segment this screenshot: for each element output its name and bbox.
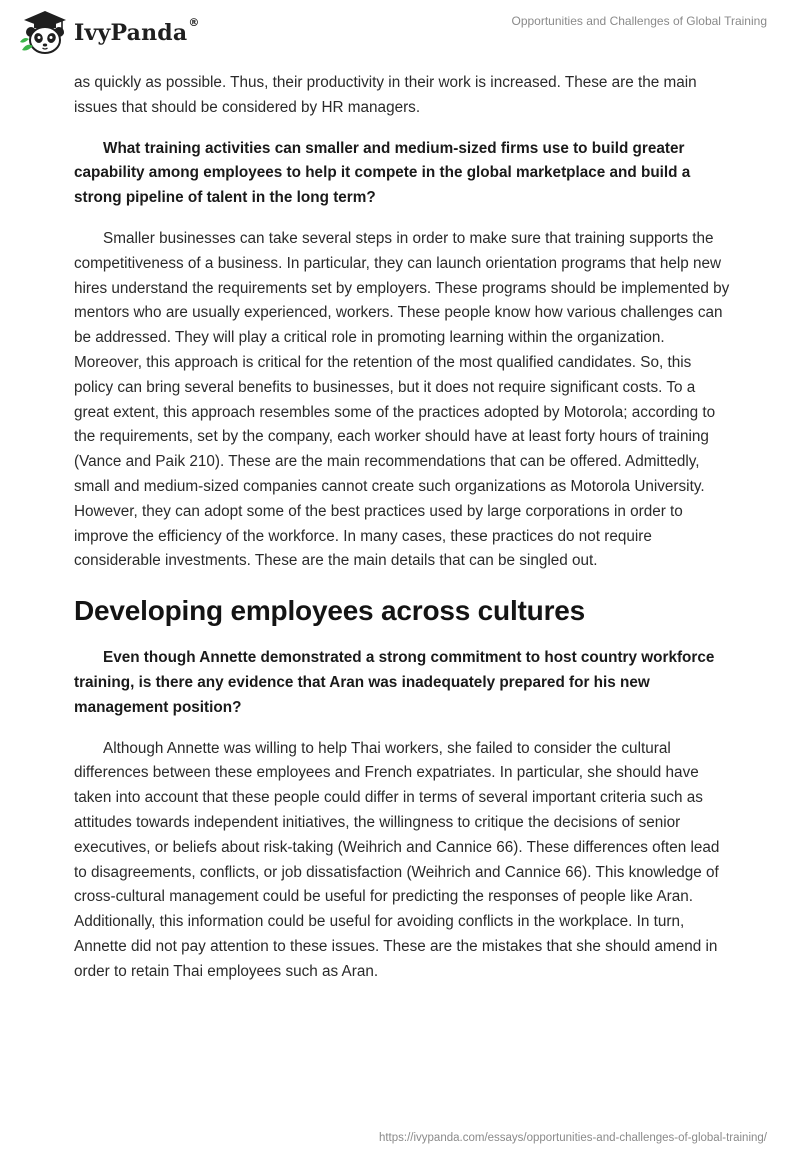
brand-text: IvyPanda bbox=[74, 20, 188, 46]
spacer bbox=[74, 121, 734, 137]
spacer bbox=[74, 629, 734, 646]
question-aran-preparation: Even though Annette demonstrated a strong commitment to host country workforce training, is there any evidence that Aran was inadequately prepared for his new management position? bbox=[74, 649, 715, 716]
registered-mark: ® bbox=[188, 16, 200, 29]
source-url[interactable]: https://ivypanda.com/essays/opportunities-and-challenges-of-global-training/ bbox=[378, 1132, 767, 1144]
spacer bbox=[74, 211, 734, 227]
essay-content bbox=[74, 71, 734, 985]
ivypanda-logo[interactable] bbox=[18, 6, 200, 58]
spacer bbox=[74, 574, 734, 593]
document-title: Opportunities and Challenges of Global Training bbox=[511, 14, 767, 28]
question-training-activities: What training activities can smaller and medium-sized firms use to build greater capability among employees to help it compete in the global marketplace and build a strong pipeline of talent in the long term? bbox=[74, 139, 691, 207]
section-heading: Developing employees across cultures bbox=[74, 595, 586, 627]
answer-aran-preparation: Although Annette was willing to help Thai workers, she failed to consider the cultural differences between these employees and French expatriates. In particular, she should have taken into account that these people could differ in terms of several important criteria such as attitudes towards independent initiatives, the willingness to critique the decisions of senior executives, or beliefs about risk-taking (Weihrich and Cannice 66). These differences often lead to disagreements, conflicts, or job dissatisfaction (Weihrich and Cannice 66). This knowledge of cross-cultural management could be useful for predicting the responses of people like Aran. Additionally, this information could be useful for avoiding conflicts in the workplace. In turn, Annette did not pay attention to these issues. These are the mistakes that she should amend in order to retain Thai employees such as Aran. bbox=[74, 739, 720, 980]
brand-name bbox=[74, 16, 200, 46]
page-header bbox=[0, 0, 800, 64]
intro-paragraph: as quickly as possible. Thus, their productivity in their work is increased. These are the main issues that should be considered by HR managers. bbox=[74, 74, 697, 116]
panda-graduation-cap-icon bbox=[18, 6, 70, 58]
spacer bbox=[74, 721, 734, 737]
answer-training-activities: Smaller businesses can take several steps in order to make sure that training supports the competitiveness of a business. In particular, they can launch orientation programs that help new hires understand the requirements set by employers. These programs should be implemented by mentors who are usually experienced, workers. These people know how various challenges can be addressed. They will play a critical role in promoting learning within the organization. Moreover, this approach is critical for the retention of the most qualified candidates. So, this policy can bring several benefits to businesses, but it does not require significant costs. To a great extent, this approach resembles some of the practices adopted by Motorola; according to the requirements, set by the company, each worker should have at least forty hours of training (Vance and Paik 210). These are the main recommendations that can be offered. Admittedly, small and medium-sized companies cannot create such organizations as Motorola University. However, they can adopt some of the best practices used by large corporations in order to improve the efficiency of the workforce. In many cases, these practices do not require considerable investments. These are the main details that can be singled out. bbox=[74, 229, 730, 570]
